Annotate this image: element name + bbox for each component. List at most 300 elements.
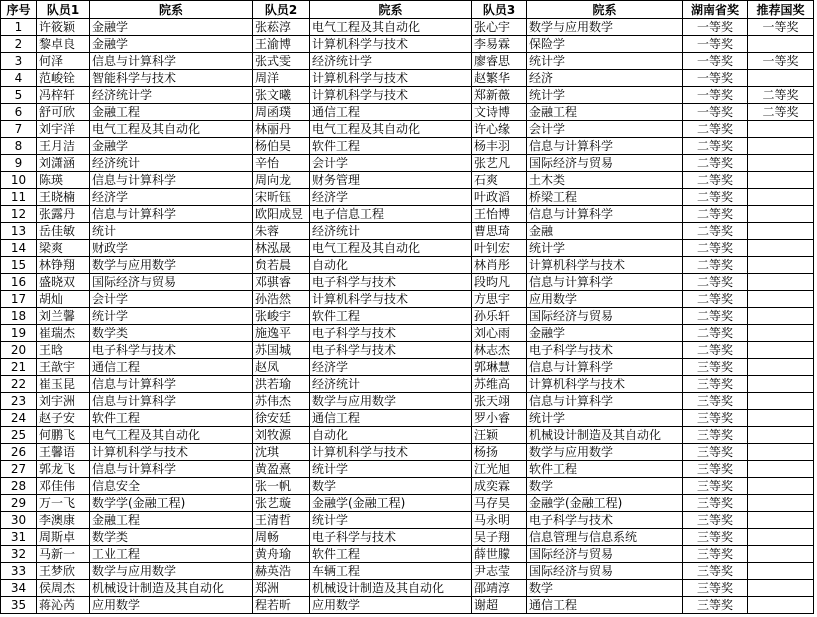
dept3-cell: 数学与应用数学 xyxy=(527,444,683,461)
seq-cell: 19 xyxy=(1,325,37,342)
dept1-cell: 工业工程 xyxy=(90,546,253,563)
dept3-cell: 数学 xyxy=(527,580,683,597)
member1-cell: 何泽 xyxy=(37,53,90,70)
member1-cell: 王晓楠 xyxy=(37,189,90,206)
dept2-cell: 数学与应用数学 xyxy=(310,393,472,410)
member3-cell: 廖睿思 xyxy=(472,53,527,70)
dept3-cell: 统计学 xyxy=(527,53,683,70)
dept1-cell: 金融工程 xyxy=(90,512,253,529)
dept1-cell: 金融工程 xyxy=(90,104,253,121)
dept2-cell: 自动化 xyxy=(310,257,472,274)
dept3-cell: 土木类 xyxy=(527,172,683,189)
seq-cell: 8 xyxy=(1,138,37,155)
member2-cell: 邓骐睿 xyxy=(253,274,310,291)
member2-cell: 欧阳成昱 xyxy=(253,206,310,223)
seq-cell: 2 xyxy=(1,36,37,53)
dept1-cell: 信息安全 xyxy=(90,478,253,495)
member1-cell: 崔玉昆 xyxy=(37,376,90,393)
header-national-award: 推荐国奖 xyxy=(748,1,814,19)
member2-cell: 程若昕 xyxy=(253,597,310,614)
member3-cell: 张艺凡 xyxy=(472,155,527,172)
member3-cell: 叶政滔 xyxy=(472,189,527,206)
seq-cell: 30 xyxy=(1,512,37,529)
seq-cell: 5 xyxy=(1,87,37,104)
member1-cell: 许筱颖 xyxy=(37,19,90,36)
member1-cell: 万一飞 xyxy=(37,495,90,512)
member1-cell: 刘兰馨 xyxy=(37,308,90,325)
dept1-cell: 统计 xyxy=(90,223,253,240)
header-seq: 序号 xyxy=(1,1,37,19)
member3-cell: 郑新薇 xyxy=(472,87,527,104)
member3-cell: 汪颖 xyxy=(472,427,527,444)
member1-cell: 刘宇洲 xyxy=(37,393,90,410)
seq-cell: 32 xyxy=(1,546,37,563)
table-row xyxy=(1,529,814,546)
seq-cell: 22 xyxy=(1,376,37,393)
hunan-award-cell: 一等奖 xyxy=(683,53,748,70)
member2-cell: 王清哲 xyxy=(253,512,310,529)
member3-cell: 马存昊 xyxy=(472,495,527,512)
dept3-cell: 信息与计算科学 xyxy=(527,206,683,223)
hunan-award-cell: 二等奖 xyxy=(683,291,748,308)
seq-cell: 29 xyxy=(1,495,37,512)
dept2-cell: 车辆工程 xyxy=(310,563,472,580)
member3-cell: 张天翊 xyxy=(472,393,527,410)
header-dept1: 院系 xyxy=(90,1,253,19)
member3-cell: 王怡博 xyxy=(472,206,527,223)
hunan-award-cell: 三等奖 xyxy=(683,393,748,410)
seq-cell: 7 xyxy=(1,121,37,138)
table-row xyxy=(1,478,814,495)
national-award-cell: 二等奖 xyxy=(748,87,814,104)
national-award-cell xyxy=(748,359,814,376)
national-award-cell xyxy=(748,444,814,461)
table-row xyxy=(1,597,814,614)
member2-cell: 周向龙 xyxy=(253,172,310,189)
member1-cell: 王梦欣 xyxy=(37,563,90,580)
dept3-cell: 国际经济与贸易 xyxy=(527,308,683,325)
member1-cell: 冯梓轩 xyxy=(37,87,90,104)
seq-cell: 28 xyxy=(1,478,37,495)
dept1-cell: 通信工程 xyxy=(90,359,253,376)
national-award-cell xyxy=(748,342,814,359)
member1-cell: 黎卓良 xyxy=(37,36,90,53)
dept2-cell: 经济学 xyxy=(310,359,472,376)
dept2-cell: 电子科学与技术 xyxy=(310,274,472,291)
dept1-cell: 信息与计算科学 xyxy=(90,393,253,410)
dept3-cell: 电子科学与技术 xyxy=(527,342,683,359)
table-row xyxy=(1,206,814,223)
seq-cell: 6 xyxy=(1,104,37,121)
member3-cell: 叶钊宏 xyxy=(472,240,527,257)
seq-cell: 17 xyxy=(1,291,37,308)
table-row xyxy=(1,580,814,597)
national-award-cell xyxy=(748,376,814,393)
seq-cell: 1 xyxy=(1,19,37,36)
member3-cell: 许心缘 xyxy=(472,121,527,138)
national-award-cell xyxy=(748,495,814,512)
member3-cell: 薛世朦 xyxy=(472,546,527,563)
dept2-cell: 计算机科学与技术 xyxy=(310,36,472,53)
dept3-cell: 国际经济与贸易 xyxy=(527,563,683,580)
dept1-cell: 国际经济与贸易 xyxy=(90,274,253,291)
table-row xyxy=(1,393,814,410)
member2-cell: 张式雯 xyxy=(253,53,310,70)
dept3-cell: 软件工程 xyxy=(527,461,683,478)
member2-cell: 张艺璇 xyxy=(253,495,310,512)
national-award-cell xyxy=(748,461,814,478)
dept1-cell: 会计学 xyxy=(90,291,253,308)
hunan-award-cell: 二等奖 xyxy=(683,223,748,240)
member3-cell: 杨丰羽 xyxy=(472,138,527,155)
seq-cell: 33 xyxy=(1,563,37,580)
member3-cell: 林志杰 xyxy=(472,342,527,359)
national-award-cell xyxy=(748,70,814,87)
member3-cell: 孙乐轩 xyxy=(472,308,527,325)
member2-cell: 林泓晟 xyxy=(253,240,310,257)
dept2-cell: 电子科学与技术 xyxy=(310,529,472,546)
table-row xyxy=(1,359,814,376)
national-award-cell xyxy=(748,189,814,206)
national-award-cell xyxy=(748,478,814,495)
seq-cell: 25 xyxy=(1,427,37,444)
dept1-cell: 统计学 xyxy=(90,308,253,325)
member1-cell: 马新一 xyxy=(37,546,90,563)
hunan-award-cell: 二等奖 xyxy=(683,138,748,155)
member2-cell: 贠若晨 xyxy=(253,257,310,274)
national-award-cell xyxy=(748,580,814,597)
dept2-cell: 统计学 xyxy=(310,512,472,529)
hunan-award-cell: 三等奖 xyxy=(683,529,748,546)
table-row xyxy=(1,376,814,393)
national-award-cell xyxy=(748,427,814,444)
hunan-award-cell: 一等奖 xyxy=(683,104,748,121)
member3-cell: 邵靖淳 xyxy=(472,580,527,597)
dept2-cell: 电子科学与技术 xyxy=(310,342,472,359)
dept2-cell: 会计学 xyxy=(310,155,472,172)
seq-cell: 9 xyxy=(1,155,37,172)
dept1-cell: 电子科学与技术 xyxy=(90,342,253,359)
dept2-cell: 金融学(金融工程) xyxy=(310,495,472,512)
seq-cell: 35 xyxy=(1,597,37,614)
member2-cell: 张文曦 xyxy=(253,87,310,104)
member3-cell: 苏维高 xyxy=(472,376,527,393)
member3-cell: 成奕霖 xyxy=(472,478,527,495)
dept3-cell: 信息管理与信息系统 xyxy=(527,529,683,546)
member1-cell: 王晗 xyxy=(37,342,90,359)
member3-cell: 李易霖 xyxy=(472,36,527,53)
table-row xyxy=(1,87,814,104)
dept3-cell: 通信工程 xyxy=(527,597,683,614)
member2-cell: 施逸平 xyxy=(253,325,310,342)
table-row xyxy=(1,121,814,138)
dept1-cell: 经济统计学 xyxy=(90,87,253,104)
member3-cell: 马永明 xyxy=(472,512,527,529)
hunan-award-cell: 二等奖 xyxy=(683,308,748,325)
table-row xyxy=(1,189,814,206)
header-dept3: 院系 xyxy=(527,1,683,19)
member1-cell: 林铮翔 xyxy=(37,257,90,274)
member3-cell: 曹思琦 xyxy=(472,223,527,240)
national-award-cell xyxy=(748,138,814,155)
hunan-award-cell: 二等奖 xyxy=(683,342,748,359)
table-body xyxy=(1,19,814,614)
dept2-cell: 电子信息工程 xyxy=(310,206,472,223)
member1-cell: 李澳康 xyxy=(37,512,90,529)
dept1-cell: 经济统计 xyxy=(90,155,253,172)
table-row xyxy=(1,53,814,70)
seq-cell: 26 xyxy=(1,444,37,461)
hunan-award-cell: 三等奖 xyxy=(683,495,748,512)
dept2-cell: 机械设计制造及其自动化 xyxy=(310,580,472,597)
dept2-cell: 经济统计学 xyxy=(310,53,472,70)
member2-cell: 沈琪 xyxy=(253,444,310,461)
dept2-cell: 通信工程 xyxy=(310,410,472,427)
dept2-cell: 数学 xyxy=(310,478,472,495)
member1-cell: 王月洁 xyxy=(37,138,90,155)
dept2-cell: 软件工程 xyxy=(310,138,472,155)
dept2-cell: 电气工程及其自动化 xyxy=(310,121,472,138)
dept3-cell: 国际经济与贸易 xyxy=(527,155,683,172)
hunan-award-cell: 一等奖 xyxy=(683,87,748,104)
member2-cell: 黄舟瑜 xyxy=(253,546,310,563)
member1-cell: 何鹏飞 xyxy=(37,427,90,444)
dept1-cell: 金融学 xyxy=(90,19,253,36)
member2-cell: 杨伯昊 xyxy=(253,138,310,155)
hunan-award-cell: 二等奖 xyxy=(683,189,748,206)
dept1-cell: 应用数学 xyxy=(90,597,253,614)
dept3-cell: 数学与应用数学 xyxy=(527,19,683,36)
member2-cell: 黄盈熹 xyxy=(253,461,310,478)
dept3-cell: 金融工程 xyxy=(527,104,683,121)
national-award-cell xyxy=(748,206,814,223)
table-row xyxy=(1,308,814,325)
member3-cell: 赵繁华 xyxy=(472,70,527,87)
member3-cell: 郭琳慧 xyxy=(472,359,527,376)
header-hunan-award: 湖南省奖 xyxy=(683,1,748,19)
dept1-cell: 软件工程 xyxy=(90,410,253,427)
national-award-cell: 一等奖 xyxy=(748,19,814,36)
hunan-award-cell: 一等奖 xyxy=(683,36,748,53)
seq-cell: 3 xyxy=(1,53,37,70)
member2-cell: 辛怡 xyxy=(253,155,310,172)
table-row xyxy=(1,138,814,155)
table-row xyxy=(1,410,814,427)
member1-cell: 崔瑞杰 xyxy=(37,325,90,342)
table-row xyxy=(1,36,814,53)
member1-cell: 周斯卓 xyxy=(37,529,90,546)
dept1-cell: 电气工程及其自动化 xyxy=(90,121,253,138)
table-row xyxy=(1,546,814,563)
member1-cell: 刘潇涵 xyxy=(37,155,90,172)
member1-cell: 梁爽 xyxy=(37,240,90,257)
hunan-award-cell: 三等奖 xyxy=(683,580,748,597)
dept3-cell: 数学 xyxy=(527,478,683,495)
national-award-cell: 一等奖 xyxy=(748,53,814,70)
member2-cell: 赵凤 xyxy=(253,359,310,376)
dept2-cell: 电气工程及其自动化 xyxy=(310,240,472,257)
dept1-cell: 信息与计算科学 xyxy=(90,172,253,189)
member3-cell: 段昀凡 xyxy=(472,274,527,291)
table-row xyxy=(1,257,814,274)
dept3-cell: 经济 xyxy=(527,70,683,87)
dept1-cell: 经济学 xyxy=(90,189,253,206)
member1-cell: 王馨语 xyxy=(37,444,90,461)
member3-cell: 刘心雨 xyxy=(472,325,527,342)
dept3-cell: 统计学 xyxy=(527,87,683,104)
dept3-cell: 信息与计算科学 xyxy=(527,274,683,291)
member2-cell: 张菘淳 xyxy=(253,19,310,36)
national-award-cell xyxy=(748,410,814,427)
dept1-cell: 计算机科学与技术 xyxy=(90,444,253,461)
table-row xyxy=(1,325,814,342)
seq-cell: 12 xyxy=(1,206,37,223)
dept2-cell: 经济统计 xyxy=(310,376,472,393)
dept2-cell: 计算机科学与技术 xyxy=(310,87,472,104)
member1-cell: 郭龙飞 xyxy=(37,461,90,478)
hunan-award-cell: 二等奖 xyxy=(683,121,748,138)
table-row xyxy=(1,342,814,359)
member3-cell: 谢超 xyxy=(472,597,527,614)
hunan-award-cell: 二等奖 xyxy=(683,172,748,189)
hunan-award-cell: 一等奖 xyxy=(683,19,748,36)
table-row xyxy=(1,240,814,257)
member3-cell: 杨扬 xyxy=(472,444,527,461)
seq-cell: 15 xyxy=(1,257,37,274)
dept1-cell: 信息与计算科学 xyxy=(90,376,253,393)
hunan-award-cell: 三等奖 xyxy=(683,563,748,580)
member1-cell: 陈瑛 xyxy=(37,172,90,189)
national-award-cell xyxy=(748,529,814,546)
member1-cell: 岳佳敏 xyxy=(37,223,90,240)
dept2-cell: 财务管理 xyxy=(310,172,472,189)
member2-cell: 洪若瑜 xyxy=(253,376,310,393)
member3-cell: 罗小睿 xyxy=(472,410,527,427)
table-row xyxy=(1,291,814,308)
member2-cell: 张一帆 xyxy=(253,478,310,495)
national-award-cell xyxy=(748,36,814,53)
member1-cell: 胡灿 xyxy=(37,291,90,308)
national-award-cell xyxy=(748,308,814,325)
national-award-cell xyxy=(748,393,814,410)
dept1-cell: 数学类 xyxy=(90,529,253,546)
table-row xyxy=(1,70,814,87)
hunan-award-cell: 二等奖 xyxy=(683,155,748,172)
national-award-cell xyxy=(748,325,814,342)
dept2-cell: 计算机科学与技术 xyxy=(310,291,472,308)
dept1-cell: 金融学 xyxy=(90,138,253,155)
table-row xyxy=(1,427,814,444)
table-row xyxy=(1,104,814,121)
seq-cell: 31 xyxy=(1,529,37,546)
seq-cell: 27 xyxy=(1,461,37,478)
table-row xyxy=(1,512,814,529)
member2-cell: 赫英浩 xyxy=(253,563,310,580)
member2-cell: 张峻宇 xyxy=(253,308,310,325)
hunan-award-cell: 三等奖 xyxy=(683,512,748,529)
dept3-cell: 统计学 xyxy=(527,240,683,257)
seq-cell: 11 xyxy=(1,189,37,206)
dept1-cell: 信息与计算科学 xyxy=(90,206,253,223)
dept3-cell: 计算机科学与技术 xyxy=(527,257,683,274)
hunan-award-cell: 一等奖 xyxy=(683,70,748,87)
hunan-award-cell: 三等奖 xyxy=(683,546,748,563)
member2-cell: 王渝博 xyxy=(253,36,310,53)
dept3-cell: 信息与计算科学 xyxy=(527,359,683,376)
dept2-cell: 软件工程 xyxy=(310,546,472,563)
national-award-cell xyxy=(748,257,814,274)
member1-cell: 赵子安 xyxy=(37,410,90,427)
national-award-cell xyxy=(748,291,814,308)
national-award-cell xyxy=(748,546,814,563)
hunan-award-cell: 三等奖 xyxy=(683,427,748,444)
hunan-award-cell: 二等奖 xyxy=(683,274,748,291)
member3-cell: 吴子翔 xyxy=(472,529,527,546)
member1-cell: 范峻铨 xyxy=(37,70,90,87)
member3-cell: 方思宇 xyxy=(472,291,527,308)
table-row xyxy=(1,461,814,478)
dept2-cell: 电气工程及其自动化 xyxy=(310,19,472,36)
dept3-cell: 会计学 xyxy=(527,121,683,138)
dept1-cell: 数学学(金融工程) xyxy=(90,495,253,512)
dept2-cell: 电子科学与技术 xyxy=(310,325,472,342)
member2-cell: 林丽丹 xyxy=(253,121,310,138)
dept1-cell: 智能科学与技术 xyxy=(90,70,253,87)
dept2-cell: 计算机科学与技术 xyxy=(310,444,472,461)
member2-cell: 周畅 xyxy=(253,529,310,546)
dept1-cell: 数学类 xyxy=(90,325,253,342)
national-award-cell xyxy=(748,155,814,172)
hunan-award-cell: 三等奖 xyxy=(683,444,748,461)
dept2-cell: 自动化 xyxy=(310,427,472,444)
hunan-award-cell: 三等奖 xyxy=(683,410,748,427)
seq-cell: 18 xyxy=(1,308,37,325)
member1-cell: 蒋沁芮 xyxy=(37,597,90,614)
member2-cell: 刘牧源 xyxy=(253,427,310,444)
member3-cell: 文诗博 xyxy=(472,104,527,121)
member2-cell: 苏伟杰 xyxy=(253,393,310,410)
hunan-award-cell: 二等奖 xyxy=(683,240,748,257)
dept2-cell: 通信工程 xyxy=(310,104,472,121)
member3-cell: 石爽 xyxy=(472,172,527,189)
dept2-cell: 软件工程 xyxy=(310,308,472,325)
national-award-cell xyxy=(748,597,814,614)
seq-cell: 14 xyxy=(1,240,37,257)
dept2-cell: 经济统计 xyxy=(310,223,472,240)
seq-cell: 13 xyxy=(1,223,37,240)
dept3-cell: 应用数学 xyxy=(527,291,683,308)
dept2-cell: 应用数学 xyxy=(310,597,472,614)
member2-cell: 宋昕钰 xyxy=(253,189,310,206)
table-row xyxy=(1,223,814,240)
table-row xyxy=(1,19,814,36)
national-award-cell xyxy=(748,240,814,257)
hunan-award-cell: 二等奖 xyxy=(683,206,748,223)
member2-cell: 徐安廷 xyxy=(253,410,310,427)
member2-cell: 孙浩然 xyxy=(253,291,310,308)
member1-cell: 侯周杰 xyxy=(37,580,90,597)
member1-cell: 舒可欣 xyxy=(37,104,90,121)
member3-cell: 江光旭 xyxy=(472,461,527,478)
member3-cell: 张心宇 xyxy=(472,19,527,36)
national-award-cell xyxy=(748,274,814,291)
dept3-cell: 信息与计算科学 xyxy=(527,138,683,155)
hunan-award-cell: 二等奖 xyxy=(683,325,748,342)
table-row xyxy=(1,444,814,461)
hunan-award-cell: 三等奖 xyxy=(683,597,748,614)
table-row xyxy=(1,155,814,172)
seq-cell: 20 xyxy=(1,342,37,359)
